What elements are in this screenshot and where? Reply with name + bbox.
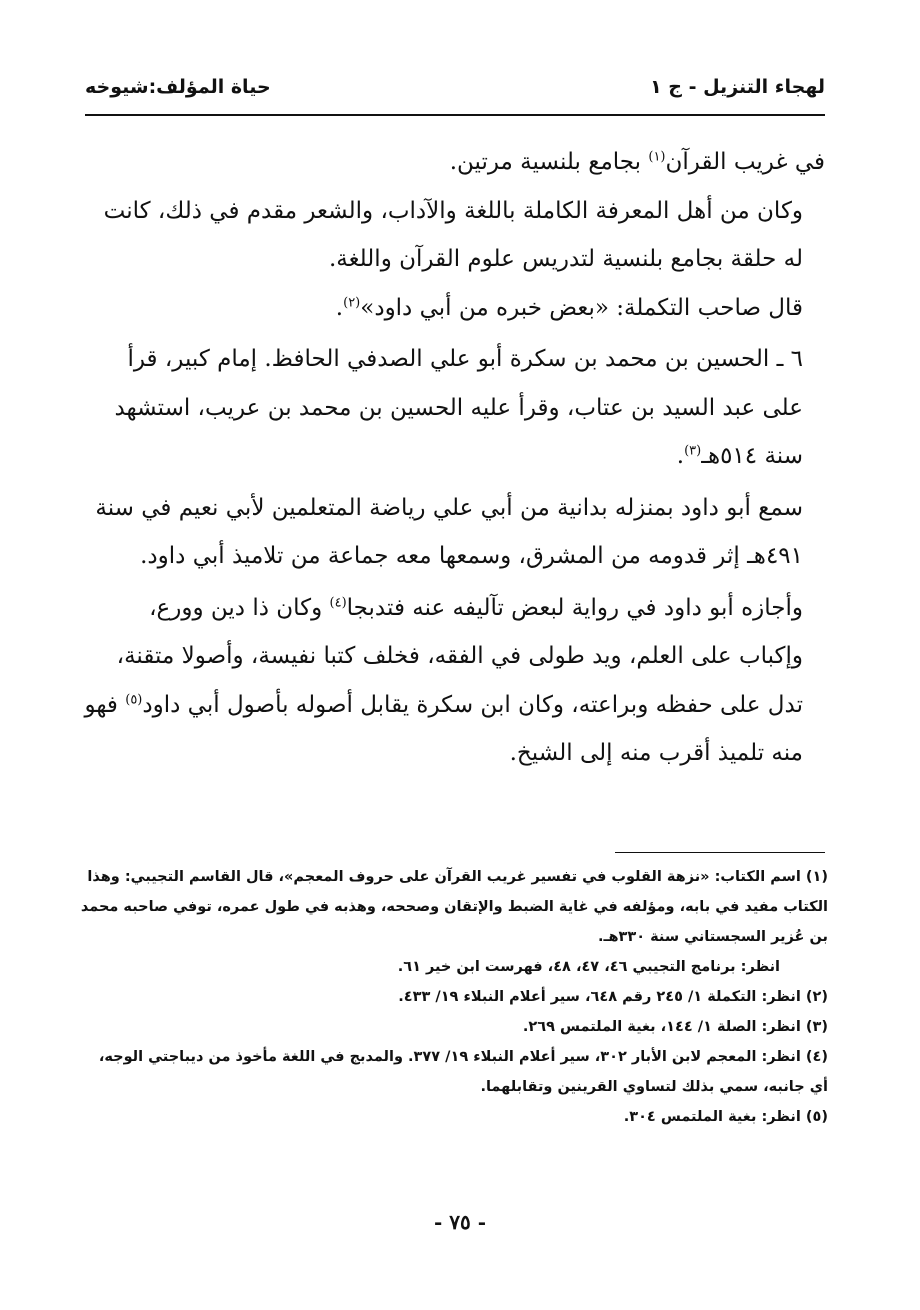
header-divider — [85, 114, 825, 116]
running-header — [85, 70, 825, 104]
footnote: (٤) انظر: المعجم لابن الأبار ٣٠٢، سير أعلام النبلاء ١٩/ ٣٧٧. والمدبج في اللغة مأخوذ من ديباجتي الوجه، أي جانبه، سمي بذلك لتساوي القرينين وتقابلهما. — [98, 1049, 828, 1095]
main-text — [80, 138, 825, 778]
paragraph: سمع أبو داود بمنزله بدانية من أبي علي رياضة المتعلمين لأبي نعيم في سنة ٤٩١هـ إثر قدومه من المشرق، وسمعها معه جماعة من تلاميذ أبي داود. — [95, 494, 803, 569]
footnote-divider — [615, 852, 825, 853]
footnote: (١) اسم الكتاب: «نزهة القلوب في تفسير غريب القرآن على حروف المعجم»، قال القاسم التجيبي: وهذا الكتاب مفيد في بابه، ومؤلفه في غاية الضبط والإتقان وصححه، وهذبه في طول عمره، توفي صاحبه محمد بن عُزير السجستاني سنة ٣٣٠هـ. — [80, 869, 828, 945]
header-book-title: لهجاء التنزيل - ج ١ — [650, 76, 825, 98]
footnote-ref: (٥) — [125, 691, 143, 707]
footnote: انظر: برنامج التجيبي ٤٦، ٤٧، ٤٨، فهرست ابن خير ٦١. — [397, 959, 780, 975]
paragraph: في غريب القرآن$^{(١)}$ بجامع بلنسية مرتين. — [449, 149, 825, 175]
footnote-ref: (٣) — [684, 443, 702, 459]
footnote: (٢) انظر: التكملة ١/ ٢٤٥ رقم ٦٤٨، سير أعلام النبلاء ١٩/ ٤٣٣. — [398, 989, 828, 1005]
footnote: (٣) انظر: الصلة ١/ ١٤٤، بغية الملتمس ٢٦٩. — [522, 1019, 828, 1035]
footnote-ref: (١) — [648, 149, 666, 165]
footnote-ref: (٢) — [343, 294, 361, 310]
page-number: - ٧٥ - — [433, 1210, 486, 1234]
footnotes — [78, 862, 828, 1132]
paragraph: ٦ ـ الحسين بن محمد بن سكرة أبو علي الصدفي الحافظ. إمام كبير، قرأ على عبد السيد بن عتاب، وقرأ عليه الحسين بن محمد بن عريب، استشهد سنة ٥١٤هـ$^{(٣)}$. — [114, 346, 803, 469]
footnote: (٥) انظر: بغية الملتمس ٣٠٤. — [623, 1109, 828, 1125]
header-section-title: حياة المؤلف:شيوخه — [85, 76, 271, 98]
paragraph: قال صاحب التكملة: «بعض خبره من أبي داود»$^{(٢)}$. — [335, 294, 803, 321]
paragraph: وأجازه أبو داود في رواية لبعض تآليفه عنه فتدبجا$^{(٤)}$ وكان ذا دين وورع، وإكباب على العلم، ويد طولى في الفقه، فخلف كتبا نفيسة، وأصولا متقنة، تدل على حفظه وبراعته، وكان ابن سكرة يقابل أصوله بأصول أبي داود$^{(٥)}$ فهو منه تلميذ أقرب منه إلى الشيخ. — [84, 594, 803, 766]
footnote-ref: (٤) — [329, 594, 347, 610]
paragraph: وكان من أهل المعرفة الكاملة باللغة والآداب، والشعر مقدم في ذلك، كانت له حلقة بجامع بلنسية لتدريس علوم القرآن واللغة. — [103, 197, 803, 272]
